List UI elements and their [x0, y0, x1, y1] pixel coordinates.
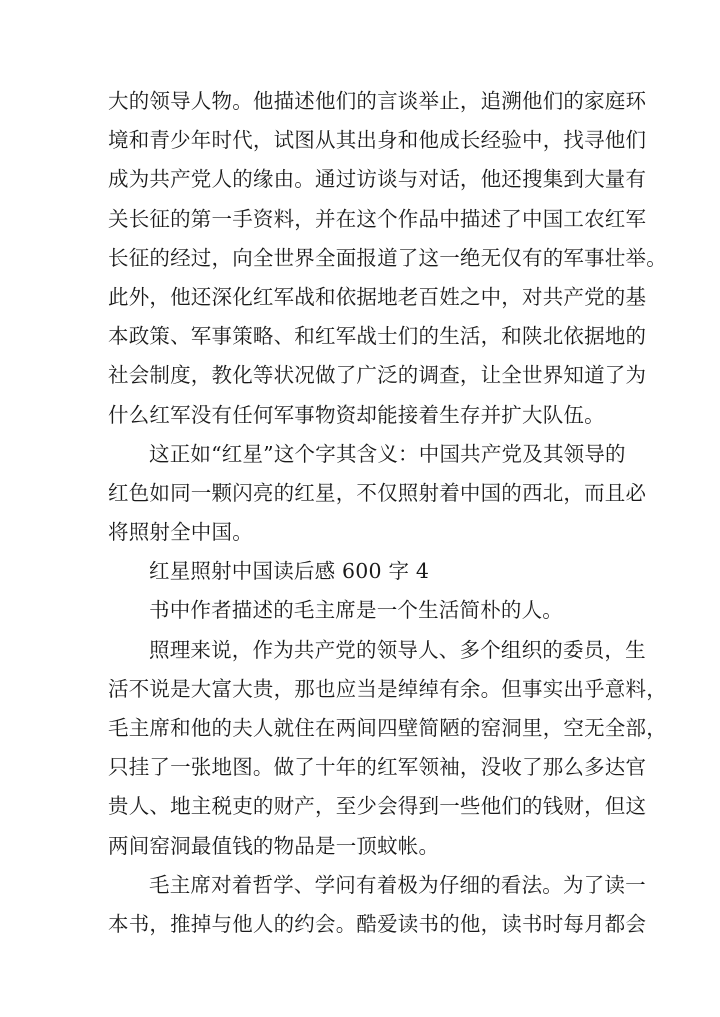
text-line: 红星照射中国读后感 600 字 4	[149, 559, 430, 584]
text-line: 什么红军没有任何军事物资却能接着生存并扩大队伍。	[108, 402, 605, 427]
text-line: 这正如“红星”这个字其含义：中国共产党及其领导的	[149, 441, 626, 466]
text-line: 大的领导人物。他描述他们的言谈举止，追溯他们的家庭环	[108, 89, 647, 113]
body-text	[108, 82, 667, 944]
text-line: 本政策、军事策略、和红军战士们的生活，和陕北依据地的	[108, 324, 647, 349]
text-line: 关长征的第一手资料，并在这个作品中描述了中国工农红军	[108, 206, 647, 231]
text-line: 此外，他还深化红军战和依据地老百姓之中，对共产党的基	[108, 284, 647, 309]
text-line: 社会制度，教化等状况做了广泛的调查，让全世界知道了为	[108, 363, 647, 388]
text-line: 书中作者描述的毛主席是一个生活简朴的人。	[149, 598, 563, 623]
text-line: 活不说是大富大贵，那也应当是绰绰有余。但事实出乎意料，	[108, 676, 667, 701]
text-line: 长征的经过，向全世界全面报道了这一绝无仅有的军事壮举。	[108, 245, 667, 270]
text-line: 贵人、地主税吏的财产，至少会得到一些他们的钱财，但这	[108, 794, 647, 819]
text-line: 红色如同一颗闪亮的红星，不仅照射着中国的西北，而且必	[108, 480, 647, 505]
text-line: 照理来说，作为共产党的领导人、多个组织的委员，生	[149, 637, 646, 662]
text-line: 将照射全中国。	[108, 520, 253, 545]
text-line: 本书，推掉与他人的约会。酷爱读书的他，读书时每月都会	[108, 911, 647, 936]
text-line: 境和青少年时代，试图从其出身和他成长经验中，找寻他们	[108, 128, 647, 153]
text-line: 成为共产党人的缘由。通过访谈与对话，他还搜集到大量有	[108, 167, 647, 192]
text-line: 只挂了一张地图。做了十年的红军领袖，没收了那么多达官	[108, 755, 647, 780]
text-line: 毛主席和他的夫人就住在两间四壁简陋的窑洞里，空无全部，	[108, 716, 667, 740]
text-line: 两间窑洞最值钱的物品是一顶蚊帐。	[108, 833, 440, 858]
text-line: 毛主席对着哲学、学问有着极为仔细的看法。为了读一	[149, 872, 646, 897]
